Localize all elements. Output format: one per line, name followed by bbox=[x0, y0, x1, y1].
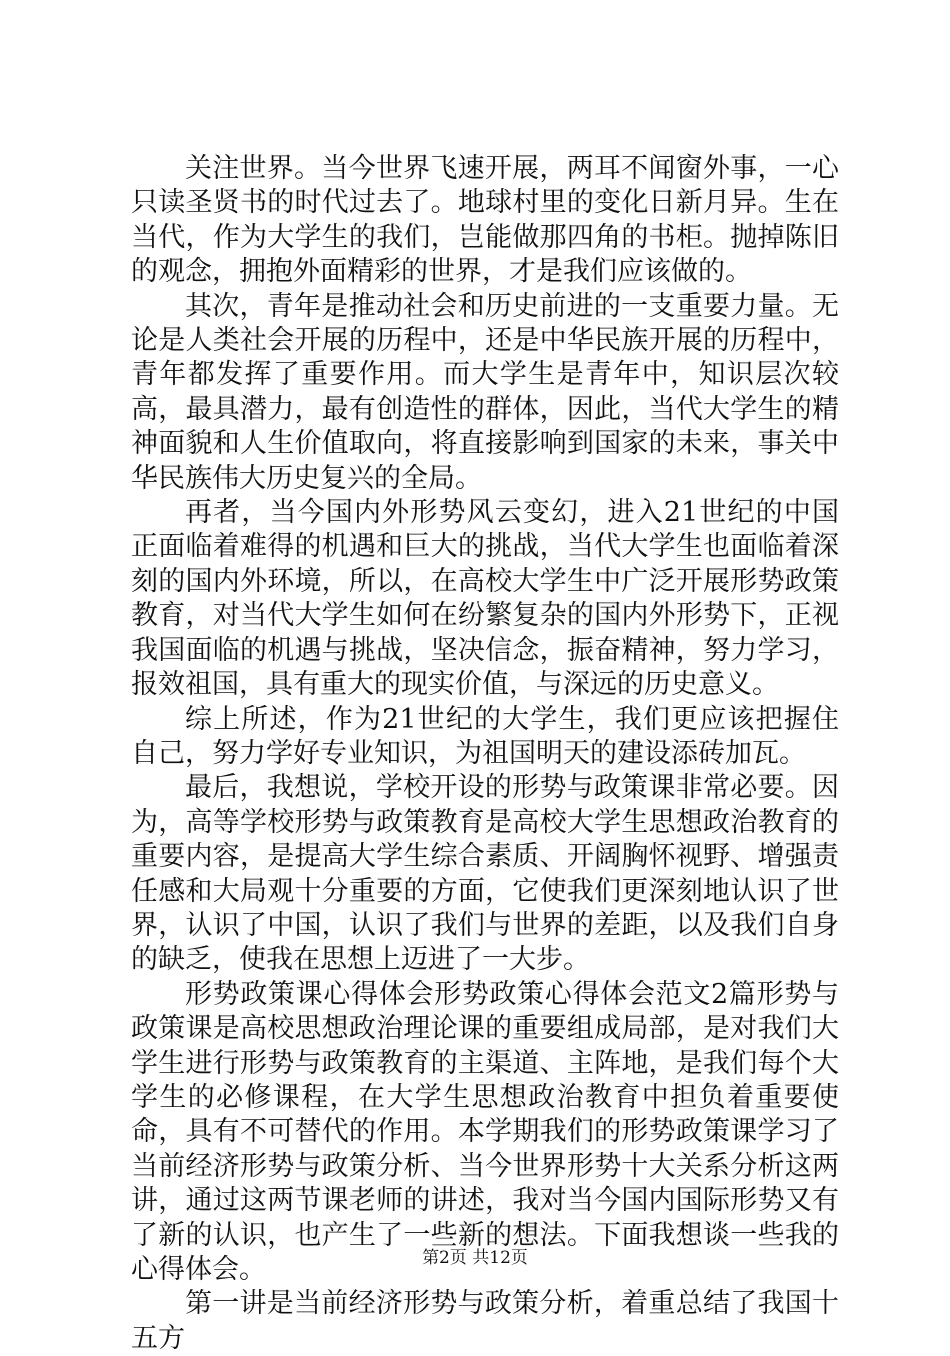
paragraph-1: 关注世界。当今世界飞速开展，两耳不闻窗外事，一心只读圣贤书的时代过去了。地球村里的变化日新月异。生在当代，作为大学生的我们，岂能做那四角的书柜。抛掉陈旧的观念，拥抱外面精彩的世界，才是我们应该做的。 bbox=[131, 153, 839, 288]
document-body bbox=[131, 152, 839, 1356]
paragraph-6: 形势政策课心得体会形势政策心得体会范文2篇形势与政策课是高校思想政治理论课的重要组成局部，是对我们大学生进行形势与政策教育的主渠道、主阵地，是我们每个大学生的必修课程，在大学生思想政治教育中担负着重要使命，具有不可替代的作用。本学期我们的形势政策课学习了当前经济形势与政策分析、当今世界形势十大关系分析这两讲，通过这两节课老师的讲述，我对当今国内国际形势又有了新的认识，也产生了一些新的想法。下面我想谈一些我的心得体会。 bbox=[131, 978, 839, 1285]
paragraph-7: 第一讲是当前经济形势与政策分析，着重总结了我国十五方 bbox=[131, 1288, 839, 1354]
paragraph-2: 其次，青年是推动社会和历史前进的一支重要力量。无论是人类社会开展的历程中，还是中华民族开展的历程中，青年都发挥了重要作用。而大学生是青年中，知识层次较高，最具潜力，最有创造性的群体，因此，当代大学生的精神面貌和人生价值取向，将直接影响到国家的未来，事关中华民族伟大历史复兴的全局。 bbox=[131, 290, 839, 494]
paragraph-4: 综上所述，作为21世纪的大学生，我们更应该把握住自己，努力学好专业知识，为祖国明天的建设添砖加瓦。 bbox=[131, 703, 839, 769]
paragraph-5: 最后，我想说，学校开设的形势与政策课非常必要。因为，高等学校形势与政策教育是高校大学生思想政治教育的重要内容，是提高大学生综合素质、开阔胸怀视野、增强责任感和大局观十分重要的方面，它使我们更深刻地认识了世界，认识了中国，认识了我们与世界的差距，以及我们自身的缺乏，使我在思想上迈进了一大步。 bbox=[131, 772, 839, 976]
page-number: 第2页 共12页 bbox=[422, 1248, 528, 1268]
page-footer bbox=[0, 1243, 950, 1268]
paragraph-3: 再者，当今国内外形势风云变幻，进入21世纪的中国正面临着难得的机遇和巨大的挑战，当代大学生也面临着深刻的国内外环境，所以，在高校大学生中广泛开展形势政策教育，对当代大学生如何在纷繁复杂的国内外形势下，正视我国面临的机遇与挑战，坚决信念，振奋精神，努力学习，报效祖国，具有重大的现实价值，与深远的历史意义。 bbox=[131, 497, 839, 701]
